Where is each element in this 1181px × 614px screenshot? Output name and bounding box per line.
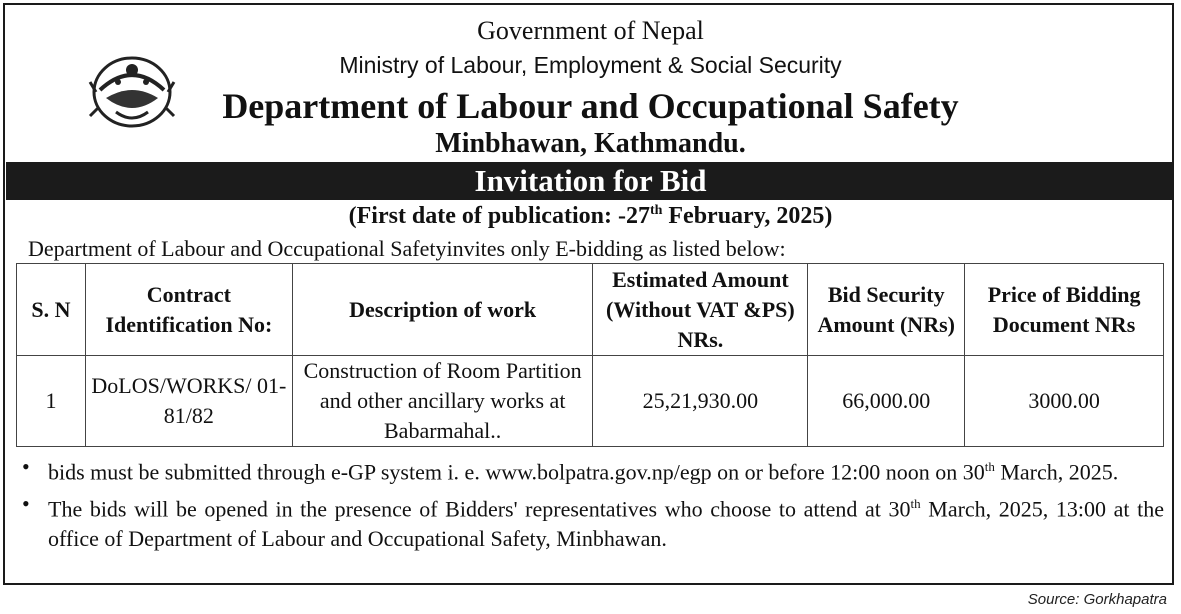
table-row — [17, 356, 1164, 447]
intro-text: Department of Labour and Occupational Safetyinvites only E-bidding as listed below: — [28, 236, 786, 261]
cell-sn: 1 — [17, 356, 86, 447]
header-estimated: Estimated Amount (Without VAT &PS) NRs. — [593, 264, 808, 356]
header-description: Description of work — [292, 264, 593, 356]
header-security: Bid Security Amount (NRs) — [808, 264, 965, 356]
cell-contract: DoLOS/WORKS/ 01-81/82 — [85, 356, 292, 447]
department-title: Department of Labour and Occupational Safety — [222, 86, 959, 126]
notice-title: Invitation for Bid — [474, 163, 707, 198]
cell-security: 66,000.00 — [808, 356, 965, 447]
header-contract: Contract Identification No: — [85, 264, 292, 356]
table-header-row — [17, 264, 1164, 356]
department-address: Minbhawan, Kathmandu. — [435, 128, 746, 159]
cell-price: 3000.00 — [965, 356, 1164, 447]
note-item: • The bids will be opened in the presence of Bidders' representatives who choose to attend at 30th March, 2025, 13:00 at the office of Department of Labour and Occupational Safety, Minbhawan. — [16, 489, 1164, 552]
government-title: Government of Nepal — [477, 16, 704, 45]
publication-date: (First date of publication: -27th February, 2025) — [348, 203, 833, 229]
cell-estimated: 25,21,930.00 — [593, 356, 808, 447]
header-price: Price of Bidding Document NRs — [965, 264, 1164, 356]
bid-table — [16, 263, 1164, 447]
note-item: • bids must be submitted through e-GP system i. e. www.bolpatra.gov.np/egp on or before 12:00 noon on 30th March, 2025. — [16, 452, 1164, 486]
notes-list — [16, 452, 1164, 556]
ministry-title: Ministry of Labour, Employment & Social Security — [339, 52, 842, 78]
cell-description: Construction of Room Partition and other ancillary works at Babarmahal.. — [292, 356, 593, 447]
header-sn: S. N — [17, 264, 86, 356]
source-credit: Source: Gorkhapatra — [1027, 591, 1167, 608]
